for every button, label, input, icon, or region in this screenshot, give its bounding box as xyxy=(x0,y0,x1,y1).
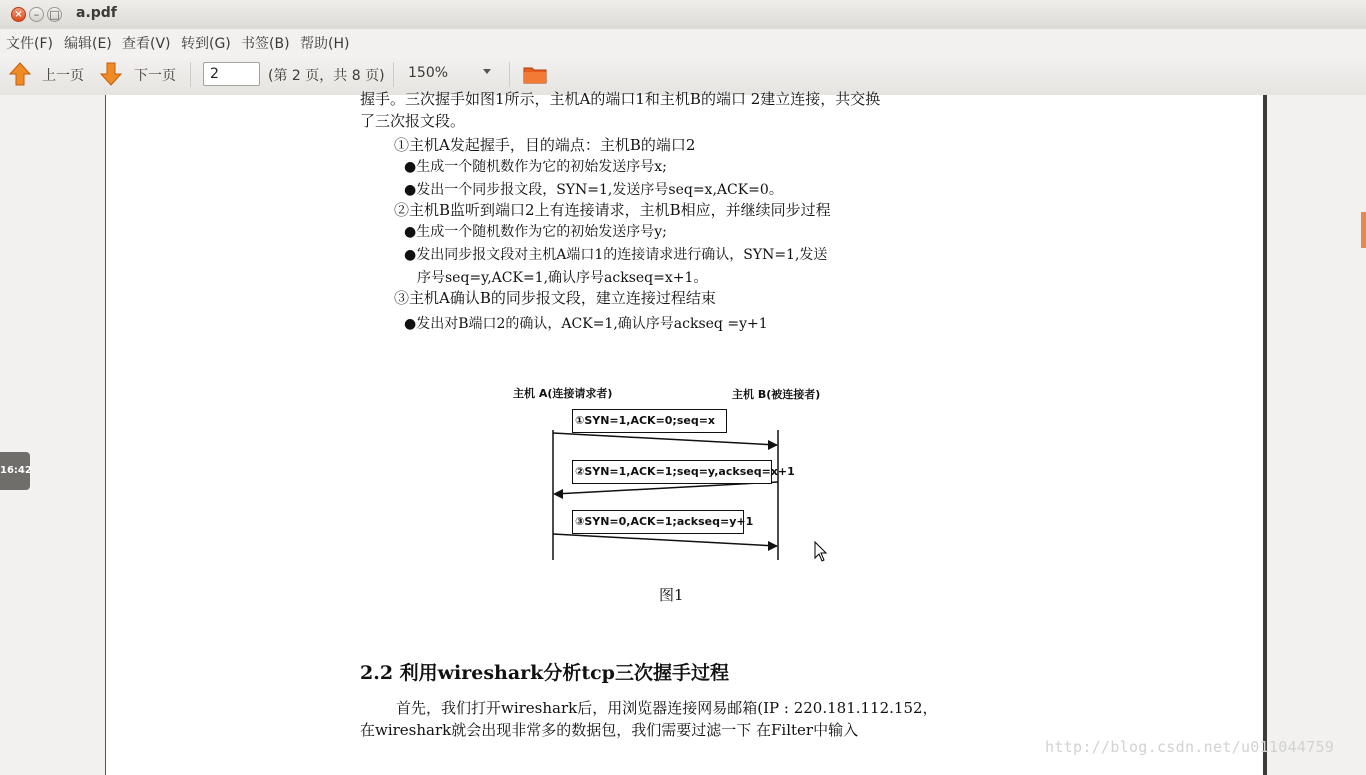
next-page-button[interactable]: 下一页 xyxy=(134,68,176,84)
bullet-item: ●发出一个同步报文段，SYN=1,发送序号seq=x,ACK=0。 xyxy=(404,182,783,198)
minimize-window-button[interactable]: – xyxy=(29,7,44,22)
menu-help[interactable]: 帮助(H) xyxy=(300,36,350,52)
step-heading: ①主机A发起握手，目的端点：主机B的端口2 xyxy=(394,136,696,154)
window-title: a.pdf xyxy=(76,5,117,21)
menu-bar xyxy=(0,29,1366,54)
step-heading: ②主机B监听到端口2上有连接请求，主机B相应，并继续同步过程 xyxy=(394,201,831,219)
menu-file[interactable]: 文件(F) xyxy=(6,36,53,52)
arrow-up-icon[interactable] xyxy=(9,62,31,86)
clock-widget: 16:42 xyxy=(0,452,30,490)
bullet-item: ●生成一个随机数作为它的初始发送序号y; xyxy=(404,224,667,240)
scrollbar-thumb[interactable] xyxy=(1361,212,1366,248)
zoom-select[interactable]: 150% xyxy=(408,65,449,81)
intro-text-line: 了三次报文段。 xyxy=(360,112,466,130)
page-number-input[interactable] xyxy=(203,62,260,86)
bullet-item: ●生成一个随机数作为它的初始发送序号x; xyxy=(404,159,667,175)
section-heading: 2.2 利用wireshark分析tcp三次握手过程 xyxy=(360,662,729,684)
paragraph-line: 首先，我们打开wireshark后，用浏览器连接网易邮箱(IP : 220.181.112.152， xyxy=(396,699,938,717)
bullet-item: ●发出对B端口2的确认，ACK=1,确认序号ackseq =y+1 xyxy=(404,316,768,332)
bullet-item-continuation: 序号seq=y,ACK=1,确认序号ackseq=x+1。 xyxy=(417,270,708,286)
page-count-label: (第 2 页，共 8 页) xyxy=(268,68,385,84)
bullet-item: ●发出同步报文段对主机A端口1的连接请求进行确认，SYN=1,发送 xyxy=(404,247,828,263)
message-ack: ③SYN=0,ACK=1;ackseq=y+1 xyxy=(572,510,744,534)
toolbar-separator xyxy=(509,62,510,87)
message-syn-ack: ②SYN=1,ACK=1;seq=y,ackseq=x+1 xyxy=(572,460,772,484)
menu-go[interactable]: 转到(G) xyxy=(181,36,231,52)
watermark: http://blog.csdn.net/u011044759 xyxy=(1045,738,1335,756)
folder-icon[interactable] xyxy=(523,66,547,84)
maximize-window-button[interactable]: □ xyxy=(47,7,62,22)
chevron-down-icon[interactable] xyxy=(483,69,491,74)
menu-bookmarks[interactable]: 书签(B) xyxy=(241,36,290,52)
title-bar xyxy=(0,0,1366,29)
mouse-cursor-icon xyxy=(814,541,828,562)
syn-arrow xyxy=(553,433,777,445)
close-window-button[interactable]: × xyxy=(11,7,26,22)
toolbar-separator xyxy=(393,62,394,87)
intro-text-line: 握手。三次握手如图1所示，主机A的端口1和主机B的端口 2建立连接，共交换 xyxy=(360,90,881,108)
step-heading: ③主机A确认B的同步报文段，建立连接过程结束 xyxy=(394,289,716,307)
ack-arrow xyxy=(553,534,777,546)
host-a-label: 主机 A(连接请求者) xyxy=(513,387,613,400)
menu-edit[interactable]: 编辑(E) xyxy=(64,36,112,52)
host-b-label: 主机 B(被连接者) xyxy=(732,388,821,401)
menu-view[interactable]: 查看(V) xyxy=(122,36,171,52)
message-syn: ①SYN=1,ACK=0;seq=x xyxy=(572,409,727,433)
previous-page-button[interactable]: 上一页 xyxy=(42,68,84,84)
arrow-down-icon[interactable] xyxy=(100,62,122,86)
paragraph-line: 在wireshark就会出现非常多的数据包，我们需要过滤一下 在Filter中输入 xyxy=(360,721,859,739)
handshake-diagram xyxy=(505,380,845,565)
figure-caption: 图1 xyxy=(659,586,684,604)
toolbar-separator xyxy=(190,62,191,87)
